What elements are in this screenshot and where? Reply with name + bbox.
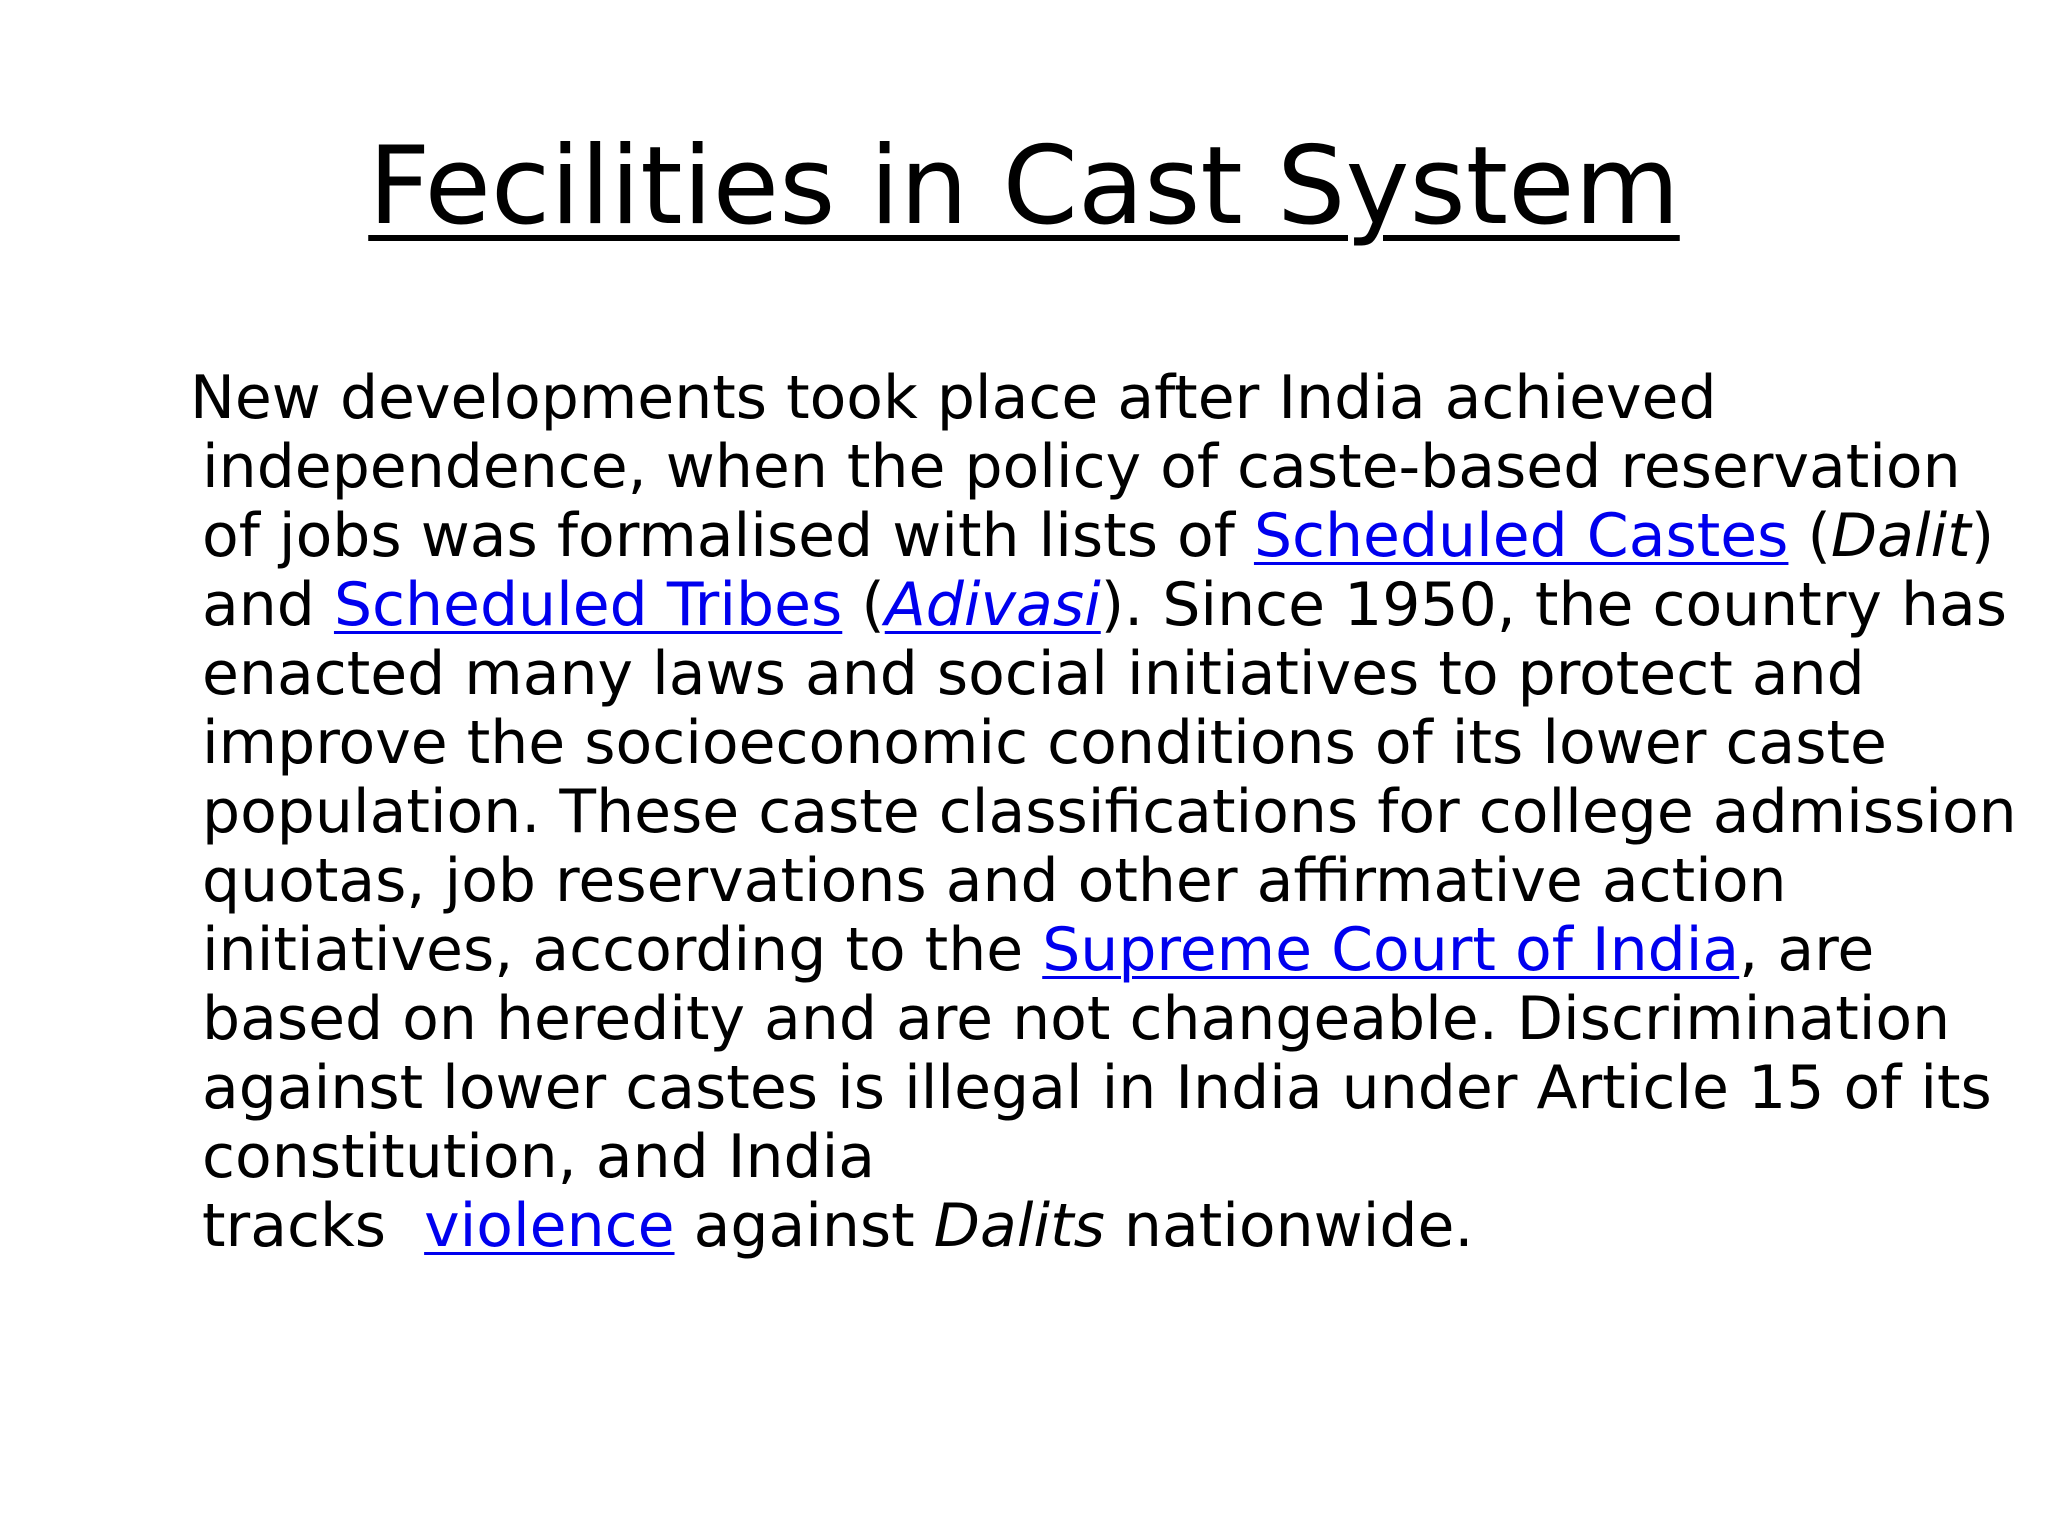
paragraph-line: improve the socioeconomic conditions of its lower caste xyxy=(202,708,1887,778)
violence-link[interactable]: violence xyxy=(424,1191,675,1261)
paragraph-line: against lower castes is illegal in India under Article 15 of its xyxy=(202,1053,1992,1123)
supreme-court-link[interactable]: Supreme Court of India xyxy=(1042,915,1740,985)
text-run: against xyxy=(674,1191,934,1261)
text-run: ( xyxy=(842,570,885,640)
text-run: ( xyxy=(1788,501,1831,571)
dalits-term: Dalits xyxy=(933,1191,1105,1261)
paragraph-line: population. These caste classifications for college admission xyxy=(202,777,2017,847)
paragraph-line: quotas, job reservations and other affirmative action xyxy=(202,846,1787,916)
text-run: ) xyxy=(1970,501,1995,571)
slide-body-paragraph xyxy=(190,363,2017,1261)
paragraph-line xyxy=(202,570,2008,640)
paragraph-line xyxy=(202,1192,1992,1261)
slide-title: Fecilities in Cast System xyxy=(368,124,1680,249)
paragraph-line: enacted many laws and social initiatives to protect and xyxy=(202,639,1865,709)
dalit-term: Dalit xyxy=(1830,501,1971,571)
paragraph-line xyxy=(202,916,1992,985)
paragraph-line: based on heredity and are not changeable. Discrimination xyxy=(202,984,1951,1054)
text-run: , are xyxy=(1739,915,1875,985)
scheduled-castes-link[interactable]: Scheduled Castes xyxy=(1253,501,1789,571)
scheduled-tribes-link[interactable]: Scheduled Tribes xyxy=(333,570,843,640)
text-run: ). Since 1950, the country has xyxy=(1100,570,2008,640)
text-run: nationwide. xyxy=(1104,1191,1474,1261)
paragraph-line: New developments took place after India achieved xyxy=(190,363,1717,433)
adivasi-term: Adivasi xyxy=(884,570,1101,640)
adivasi-link[interactable] xyxy=(885,570,1101,640)
text-run: of jobs was formalised with lists of xyxy=(202,501,1254,571)
paragraph-line: independence, when the policy of caste-based reservation xyxy=(202,432,1961,502)
paragraph-line: constitution, and India xyxy=(202,1122,876,1192)
text-run: and xyxy=(202,570,334,640)
text-run: tracks xyxy=(202,1191,425,1261)
paragraph-line xyxy=(202,501,1995,571)
text-run: initiatives, according to the xyxy=(202,915,1043,985)
